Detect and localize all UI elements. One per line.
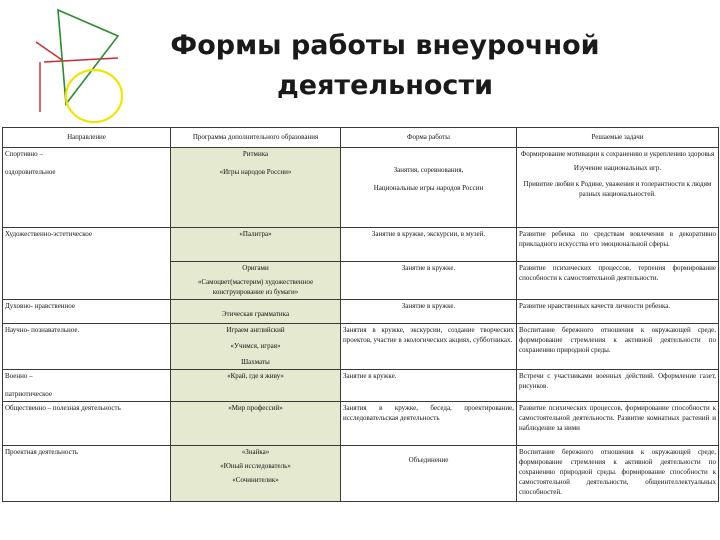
cell-science-tasks: Воспитание бережного отношения к окружающей среде, формирование стремления к активной деятельности по сохранению природной среды.: [517, 324, 719, 370]
cell-art-program-a: «Палитра»: [171, 228, 341, 262]
cell-art-form-b: Занятие в кружке.: [341, 262, 517, 300]
cell-social-program: «Мир профессий»: [171, 402, 341, 446]
cell-art-program-b: [171, 262, 341, 300]
text: Этическая грамматика: [221, 310, 290, 318]
table-row-project: [3, 446, 719, 502]
cell-sport-tasks: [517, 148, 719, 228]
decor-red-line-2: [44, 58, 118, 62]
decor-yellow-circle: [66, 70, 122, 122]
text: Шахматы: [241, 358, 270, 366]
cell-social-direction: Общественно – полезная деятельность: [3, 402, 171, 446]
cell-art-form-a: Занятие в кружке, экскурсии, в музей.: [341, 228, 517, 262]
cell-military-program: «Край, где я живу»: [171, 370, 341, 402]
text: Изучение национальных игр.: [573, 164, 662, 172]
table-row-spiritual: [3, 300, 719, 324]
header-direction: Направление: [3, 128, 171, 148]
cell-science-form: Занятия в кружке, экскурсии, создание творческих проектов, участие в экологических акциях, субботниках.: [341, 324, 517, 370]
table-row-military: [3, 370, 719, 402]
decor-red-line-1: [36, 42, 62, 60]
table-row-art-a: [3, 228, 719, 262]
cell-military-tasks: Встречи с участниками военных действий. Оформление газет, рисунков.: [517, 370, 719, 402]
cell-spiritual-program: [171, 300, 341, 324]
cell-project-form: [341, 446, 517, 502]
cell-social-form: Занятия в кружке, беседа, проектирование, исследовательская деятельность: [341, 402, 517, 446]
text: Играем английский: [226, 326, 285, 334]
cell-spiritual-tasks: Развитие нравственных качеств личности ребенка.: [517, 300, 719, 324]
table-row-social: [3, 402, 719, 446]
text: Национальные игры народов России: [373, 184, 484, 192]
cell-science-program: [171, 324, 341, 370]
cell-art-tasks-a: Развитие ребенка по средствам вовлечения в декоративно прикладного искусства его эмоциональной сферы.: [517, 228, 719, 262]
table-header-row: [3, 128, 719, 148]
cell-project-direction: Проектная деятельность: [3, 446, 171, 502]
cell-project-tasks: Воспитание бережного отношения к окружающей среде, формирование стремления к активной деятельности по сохранению природной среды. формирование способности к самостоятельной деятельности, общеинтеллектуальных способностей.: [517, 446, 719, 502]
cell-science-direction: Научно- познавательное.: [3, 324, 171, 370]
cell-military-form: Занятие в кружке.: [341, 370, 517, 402]
table-row-sport: [3, 148, 719, 228]
cell-spiritual-direction: Духовно- нравственное: [3, 300, 171, 324]
header-form: Форма работы: [341, 128, 517, 148]
header-tasks: Решаемые задачи: [517, 128, 719, 148]
text: патриотическое: [5, 390, 52, 398]
cell-sport-direction: [3, 148, 171, 228]
text: «Сочинителик»: [232, 476, 279, 484]
activity-table: [2, 127, 719, 502]
text: Военно –: [5, 372, 33, 380]
cell-sport-form: [341, 148, 517, 228]
cell-art-direction: Художественно-эстетическое: [3, 228, 171, 300]
text: Спортивно –: [5, 150, 43, 158]
text: Объединение: [408, 456, 449, 464]
text: «Учимся, играя»: [230, 342, 281, 350]
text: Формирование мотивации к сохранению и укреплению здоровья: [520, 150, 715, 158]
page-title-line-1: Формы работы внеурочной: [170, 30, 600, 61]
page-title: [170, 26, 600, 106]
decorative-shapes: [0, 0, 170, 126]
table-row-science: [3, 324, 719, 370]
cell-sport-program: [171, 148, 341, 228]
text: Занятия, соревнования,: [393, 166, 464, 174]
text: «Знайка»: [241, 448, 270, 456]
text: Оригами: [242, 264, 269, 272]
text: Привитие любви к Родине, уважения и толерантности к людям разных национальностей.: [523, 180, 712, 198]
cell-social-tasks: Развитие психических процессов, формирование способности к самостоятельной деятельности. Развитие комнатных растений и наблюдение за ними: [517, 402, 719, 446]
header-program: Программа дополнительного образования: [171, 128, 341, 148]
text: «Юный исследователь»: [220, 462, 291, 470]
cell-spiritual-form: Занятие в кружке.: [341, 300, 517, 324]
page-title-line-2: деятельности: [276, 70, 494, 101]
text: оздоровительное: [5, 168, 56, 176]
text: «Самоцвет(мастерим) художественное конструирование из бумаги»: [197, 278, 314, 296]
cell-military-direction: [3, 370, 171, 402]
text: «Игры народов России»: [219, 168, 292, 176]
cell-project-program: [171, 446, 341, 502]
cell-art-tasks-b: Развитие психических процессов, терпения формирование способности к самостоятельной деятельности.: [517, 262, 719, 300]
text: Ритмика: [242, 150, 269, 158]
